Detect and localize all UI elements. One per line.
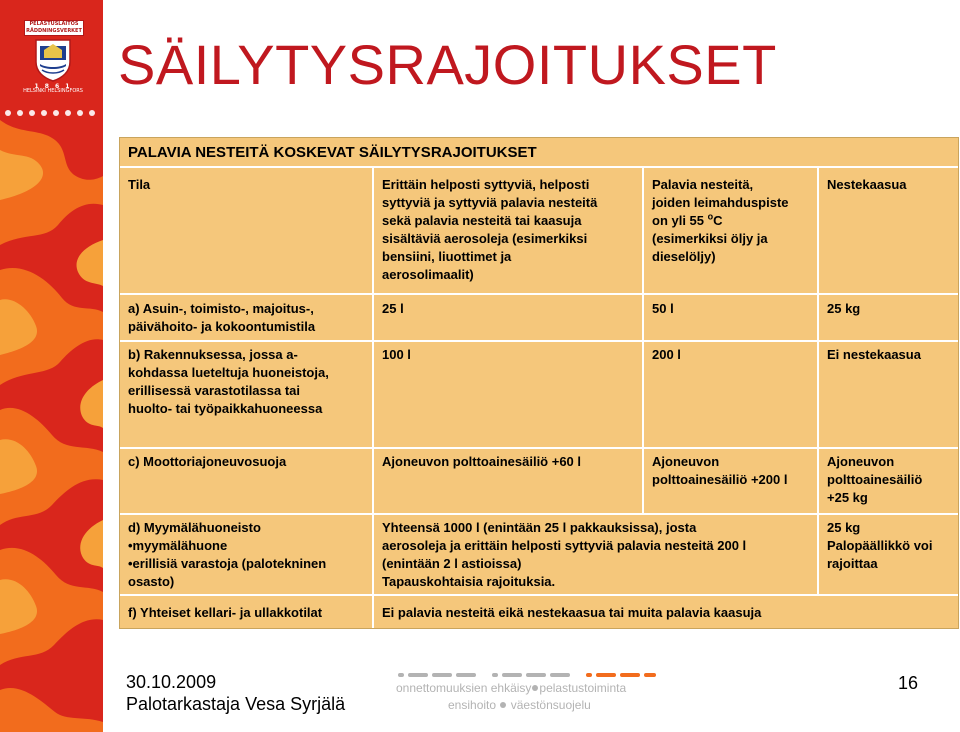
header-text-line: syttyviä ja syttyviä palavia nesteitä <box>382 195 598 210</box>
row-b-col3 <box>652 346 681 364</box>
row-label-line: päivähoito- ja kokoontumistila <box>128 319 316 334</box>
dot-icon <box>532 685 538 691</box>
header-text-line: bensiini, liuottimet ja <box>382 249 512 264</box>
row-f-col234 <box>382 604 761 622</box>
header-text-line: Nestekaasua <box>827 177 907 192</box>
temp-degree: o <box>707 211 714 222</box>
row-label-line: huolto- tai työpaikkahuoneessa <box>128 401 323 416</box>
slogan-text: onnettomuuksien ehkäisy <box>396 681 532 695</box>
temp-unit: C <box>713 213 723 228</box>
row-c-label <box>128 453 286 471</box>
header-text-line: Erittäin helposti syttyviä, helposti <box>382 177 590 192</box>
page-title: SÄILYTYSRAJOITUKSET <box>118 33 777 96</box>
row-f-label <box>128 604 322 622</box>
slogan-dots-decoration <box>396 670 666 680</box>
row-label-line: d) Myymälähuoneisto <box>128 520 261 535</box>
header-tila-text: Tila <box>128 177 151 192</box>
cell-value: 25 l <box>382 301 404 316</box>
row-a-col3 <box>652 300 674 318</box>
row-label-line: kohdassa lueteltuja huoneistoja, <box>128 365 329 380</box>
row-d-label <box>128 519 326 591</box>
column-divider <box>372 166 374 628</box>
temp-prefix: on yli 55 <box>652 213 708 228</box>
column-divider <box>817 166 819 594</box>
footer-author: Palotarkastaja Vesa Syrjälä <box>126 694 346 714</box>
row-label-line: c) Moottoriajoneuvosuoja <box>128 454 287 469</box>
row-a-col2 <box>382 300 404 318</box>
footer-slogan <box>396 670 666 714</box>
cell-value: Ei palavia nesteitä eikä nestekaasua tai muita palavia kaasuja <box>382 605 762 620</box>
row-c-col3 <box>652 453 787 489</box>
row-b-col2 <box>382 346 411 364</box>
row-c-col2 <box>382 453 581 471</box>
row-divider <box>120 293 958 295</box>
cell-value: 50 l <box>652 301 674 316</box>
cell-value: +25 kg <box>827 490 868 505</box>
header-text-line: (esimerkiksi öljy ja <box>652 231 768 246</box>
header-text-line: dieselöljy) <box>652 249 716 264</box>
cell-value: 25 kg <box>827 520 861 535</box>
cell-value: polttoainesäiliö <box>827 472 923 487</box>
cell-value: Ajoneuvon polttoainesäiliö +60 l <box>382 454 582 469</box>
footer-date: 30.10.2009 <box>126 672 217 692</box>
logo-banner <box>24 20 84 36</box>
header-text-line: joiden leimahduspiste <box>652 195 789 210</box>
cell-value: Ei nestekaasua <box>827 347 921 362</box>
row-divider <box>120 513 958 515</box>
cell-value: Yhteensä 1000 l (enintään 25 l pakkauksissa), josta <box>382 520 697 535</box>
cell-value: Tapauskohtaisia rajoituksia. <box>382 574 556 589</box>
slogan-line-2 <box>396 697 666 714</box>
slogan-line-1 <box>396 680 666 697</box>
flame-decoration <box>0 0 103 732</box>
row-label-line: b) Rakennuksessa, jossa a- <box>128 347 298 362</box>
row-divider <box>120 594 958 596</box>
slogan-text: ensihoito <box>448 698 497 712</box>
cell-value: 25 kg <box>827 301 861 316</box>
fire-department-logo <box>18 12 88 104</box>
column-divider <box>642 166 644 514</box>
slogan-text: pelastustoiminta <box>539 681 627 695</box>
page-number: 16 <box>898 673 919 693</box>
row-label-line: osasto) <box>128 574 175 589</box>
table-title: PALAVIA NESTEITÄ KOSKEVAT SÄILYTYSRAJOITUKSET <box>128 144 537 161</box>
row-c-col4 <box>827 453 922 507</box>
row-label-line: f) Yhteiset kellari- ja ullakkotilat <box>128 605 323 620</box>
row-a-label <box>128 300 315 336</box>
header-highly-flammable <box>382 176 597 284</box>
row-divider <box>120 447 958 449</box>
cell-value: polttoainesäiliö +200 l <box>652 472 788 487</box>
header-text-line: sisältäviä aerosoleja (esimerkiksi <box>382 231 588 246</box>
header-tila <box>128 176 150 194</box>
row-b-col4 <box>827 346 921 364</box>
row-b-label <box>128 346 329 418</box>
cell-value: 200 l <box>652 347 681 362</box>
dot-icon <box>500 702 506 708</box>
header-text-line: aerosolimaalit) <box>382 267 474 282</box>
logo-banner-line2: RÄDDNINGSVERKET <box>26 28 82 34</box>
logo-arc-text: HELSINKI HELSINGFORS <box>23 88 83 94</box>
row-label-line: a) Asuin-, toimisto-, majoitus-, <box>128 301 314 316</box>
row-label-line: •myymälähuone <box>128 538 228 553</box>
shield-icon <box>34 38 72 82</box>
header-flammable-liquids <box>652 176 789 266</box>
header-text-line: sekä palavia nesteitä tai kaasuja <box>382 213 582 228</box>
header-lpg <box>827 176 907 194</box>
row-d-col23 <box>382 519 746 591</box>
slogan-text: väestönsuojelu <box>510 698 591 712</box>
row-divider <box>120 340 958 342</box>
row-divider <box>120 166 958 168</box>
cell-value: (enintään 2 l astioissa) <box>382 556 522 571</box>
cell-value: Ajoneuvon <box>827 454 895 469</box>
logo-year: 1 8 6 1 <box>34 83 72 90</box>
cell-value: rajoittaa <box>827 556 878 571</box>
cell-value: aerosoleja ja erittäin helposti syttyviä palavia nesteitä 200 l <box>382 538 747 553</box>
storage-limits-table <box>119 137 959 629</box>
row-label-line: erillisessä varastotilassa tai <box>128 383 301 398</box>
header-text-line: Palavia nesteitä, <box>652 177 754 192</box>
cell-value: 100 l <box>382 347 411 362</box>
row-d-col4 <box>827 519 933 573</box>
row-a-col4 <box>827 300 860 318</box>
logo-banner-line1: PELASTUSLAITOS <box>29 21 79 27</box>
header-temperature-line <box>652 212 789 230</box>
cell-value: Ajoneuvon <box>652 454 720 469</box>
row-label-line: •erillisiä varastoja (palotekninen <box>128 556 327 571</box>
cell-value: Palopäällikkö voi <box>827 538 933 553</box>
